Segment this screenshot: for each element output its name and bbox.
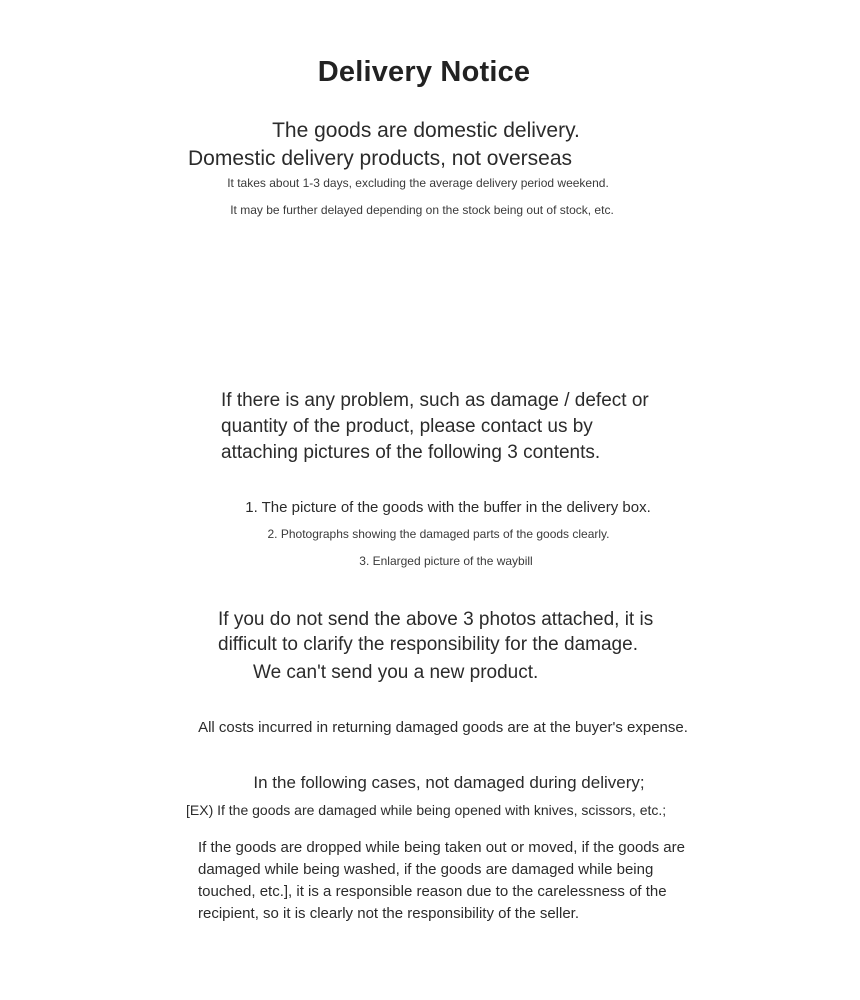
return-cost-note: All costs incurred in returning damaged goods are at the buyer's expense. bbox=[198, 719, 688, 736]
warning-line-3: We can't send you a new product. bbox=[253, 662, 539, 683]
responsibility-details: If the goods are dropped while being taken out or moved, if the goods are damaged while being washed, if the goods are damaged while being touched, etc.], it is a responsible reason due to the carelessness of the recipient, so it is clearly not the responsibility of the seller. bbox=[198, 839, 685, 922]
delivery-days-note: It takes about 1-3 days, excluding the average delivery period weekend. bbox=[227, 176, 609, 190]
photo-requirement-2: 2. Photographs showing the damaged parts of the goods clearly. bbox=[267, 527, 610, 541]
page-title: Delivery Notice bbox=[317, 56, 531, 88]
domestic-delivery-line: The goods are domestic delivery. bbox=[272, 119, 580, 142]
problem-instructions: If there is any problem, such as damage / defect or quantity of the product, please contact us by attaching pictures of the following 3 contents. bbox=[221, 390, 649, 463]
photo-requirement-3: 3. Enlarged picture of the waybill bbox=[359, 554, 533, 568]
not-damaged-example: [EX) If the goods are damaged while being opened with knives, scissors, etc.; bbox=[186, 802, 667, 818]
warning-line-2: difficult to clarify the responsibility for the damage. bbox=[218, 634, 638, 655]
not-damaged-heading: In the following cases, not damaged during delivery; bbox=[253, 773, 645, 792]
photo-requirement-1: 1. The picture of the goods with the buffer in the delivery box. bbox=[245, 499, 651, 516]
domestic-delivery-line-2: Domestic delivery products, not overseas bbox=[188, 147, 572, 170]
delivery-delay-note: It may be further delayed depending on the stock being out of stock, etc. bbox=[230, 203, 614, 217]
warning-line-1: If you do not send the above 3 photos attached, it is bbox=[218, 609, 654, 630]
